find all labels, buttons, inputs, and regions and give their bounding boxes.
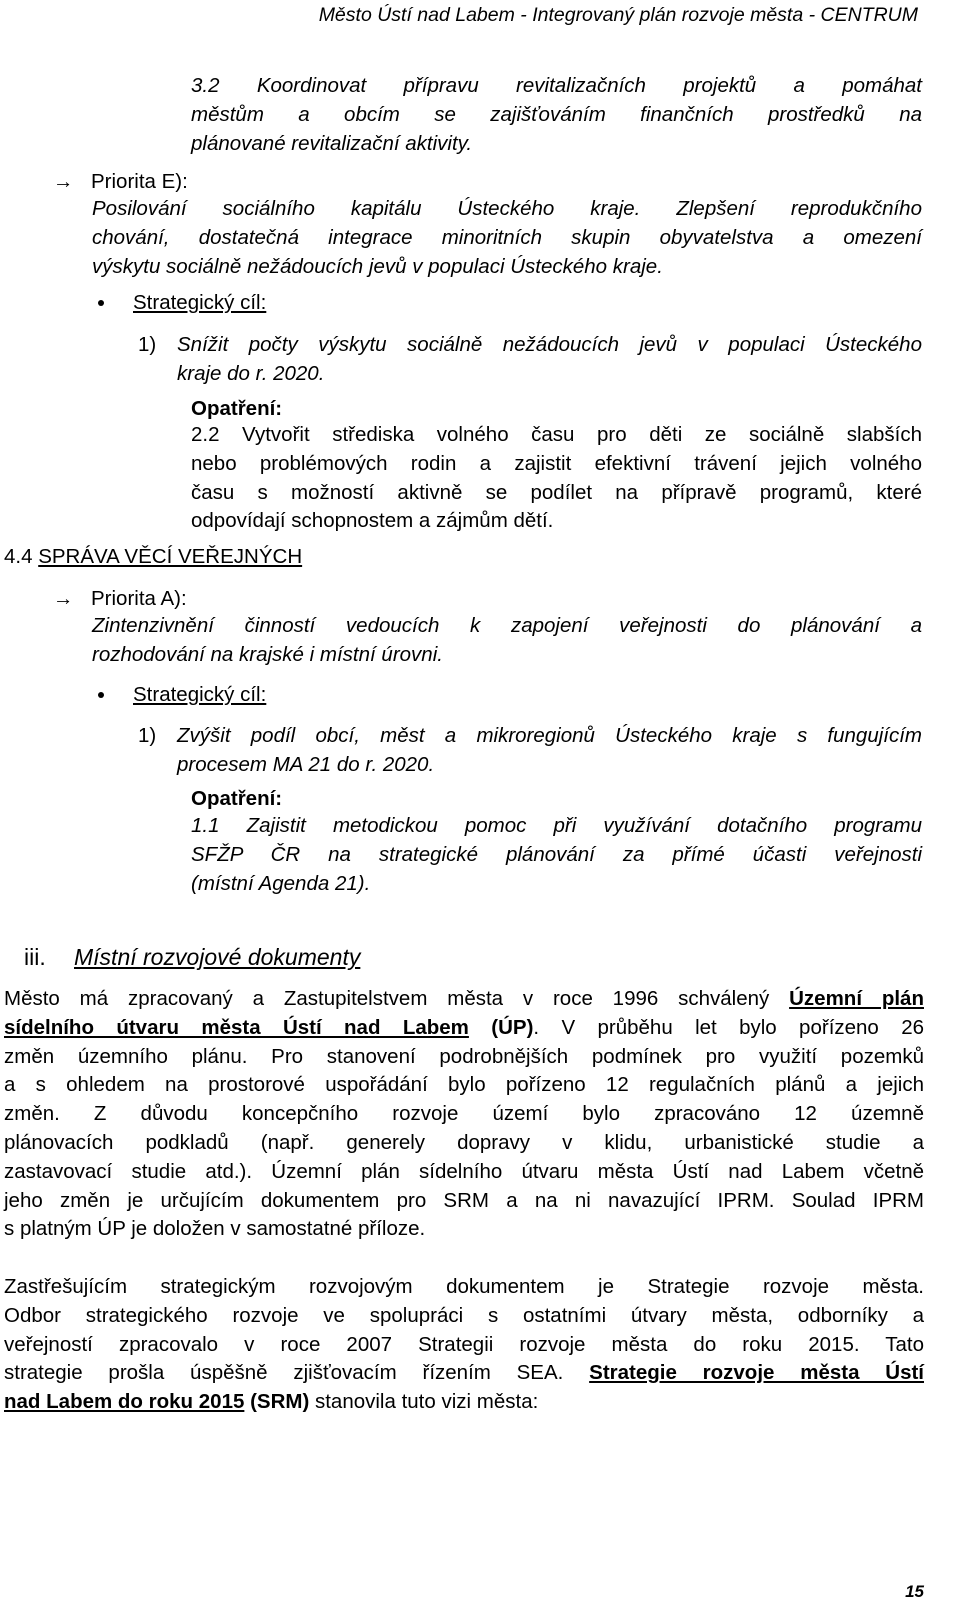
text-line: městům a obcím se zajišťováním finančních prostředků na: [191, 102, 922, 126]
bullet-icon: [98, 692, 104, 698]
text-line: sídelního útvaru města Ústí nad Labem (ÚP). V průběhu let bylo pořízeno 26: [4, 1015, 924, 1039]
text-line: rozhodování na krajské i místní úrovni.: [92, 642, 443, 666]
arrow-right-icon: →: [53, 587, 74, 610]
text-line: nad Labem do roku 2015 (SRM) stanovila tuto vizi města:: [4, 1390, 539, 1414]
text-line: kraje do r. 2020.: [177, 361, 325, 385]
text-line: změn územního plánu. Pro stanovení podrobnějších podmínek pro využití pozemků: [4, 1044, 924, 1068]
goal-number: 1): [138, 724, 157, 747]
text-line: SFŽP ČR na strategické plánování za přímé účasti veřejnosti: [191, 842, 922, 866]
text-line: zastavovací studie atd.). Územní plán sídelního útvaru města Ústí nad Labem včetně: [4, 1159, 924, 1183]
measure-2-2: [191, 421, 922, 536]
section-heading-4-4: 4.4 SPRÁVA VĚCÍ VEŘEJNÝCH: [4, 545, 303, 568]
paragraph-strategie: [4, 1273, 924, 1417]
text-line: (místní Agenda 21).: [191, 871, 371, 895]
section-heading-iii: iii. Místní rozvojové dokumenty: [24, 944, 361, 970]
text-line: odpovídají schopnostem a zájmům dětí.: [191, 509, 554, 533]
priority-a-label: → Priorita A):: [53, 585, 187, 613]
priority-a-description: [92, 612, 922, 670]
page-number: 15: [905, 1582, 924, 1601]
text-line: plánovacích podkladů (např. generely dopravy v klidu, urbanistické studie a: [4, 1130, 924, 1154]
text-line: času s možností aktivně se podílet na přípravě programů, které: [191, 480, 922, 504]
priority-e-description: [92, 195, 922, 281]
priority-e-label: → Priorita E):: [53, 168, 188, 196]
bullet-icon: [98, 300, 104, 306]
text-line: 1.1 Zajistit metodickou pomoc při využívání dotačního programu: [191, 814, 922, 837]
text-line: 2.2 Vytvořit střediska volného času pro děti ze sociálně slabších: [191, 423, 922, 446]
measures-heading: Opatření:: [191, 787, 283, 810]
strategic-goal-label: Strategický cíl:: [133, 291, 267, 314]
text-line: Snížit počty výskytu sociálně nežádoucích jevů v populaci Ústeckého: [177, 333, 922, 356]
text-line: plánované revitalizační aktivity.: [191, 131, 473, 155]
strategic-goal-label: Strategický cíl:: [133, 683, 267, 706]
text-line: Město má zpracovaný a Zastupitelstvem města v roce 1996 schválený Územní plán: [4, 987, 924, 1010]
text-line: Zastřešujícím strategickým rozvojovým dokumentem je Strategie rozvoje města.: [4, 1275, 924, 1298]
text-line: Zvýšit podíl obcí, měst a mikroregionů Ústeckého kraje s fungujícím: [177, 724, 922, 747]
page-header: Město Ústí nad Labem - Integrovaný plán rozvoje města - CENTRUM: [318, 4, 918, 26]
text-line: Zintenzivnění činností vedoucích k zapojení veřejnosti do plánování a: [92, 614, 922, 637]
text-line: Posilování sociálního kapitálu Ústeckého kraje. Zlepšení reprodukčního: [92, 197, 922, 220]
text-line: a s ohledem na prostorové uspořádání bylo pořízeno 12 regulačních plánů a jejich: [4, 1073, 924, 1097]
goal-a-text: [177, 722, 922, 780]
measures-heading: Opatření:: [191, 397, 283, 420]
text-line: veřejností zpracovalo v roce 2007 Strategii rozvoje města do roku 2015. Tato: [4, 1332, 924, 1356]
text-line: nebo problémových rodin a zajistit efektivní trávení jejich volného: [191, 451, 922, 475]
text-line: Odbor strategického rozvoje ve spolupráci s ostatními útvary města, odborníky a: [4, 1303, 924, 1327]
text-line: změn. Z důvodu koncepčního rozvoje území bylo zpracováno 12 územně: [4, 1102, 924, 1126]
arrow-right-icon: →: [53, 170, 74, 193]
paragraph-uzemni-plan: [4, 985, 924, 1244]
measure-3-2: [191, 72, 922, 158]
text-line: procesem MA 21 do r. 2020.: [177, 752, 435, 776]
text-line: výskytu sociálně nežádoucích jevů v populaci Ústeckého kraje.: [92, 254, 663, 278]
goal-e-text: [177, 331, 922, 389]
text-line: strategie prošla úspěšně zjišťovacím řízením SEA. Strategie rozvoje města Ústí: [4, 1361, 924, 1385]
text-line: s platným ÚP je doložen v samostatné příloze.: [4, 1217, 426, 1241]
text-line: 3.2 Koordinovat přípravu revitalizačních projektů a pomáhat: [191, 74, 922, 97]
text-line: chování, dostatečná integrace minoritních skupin obyvatelstva a omezení: [92, 225, 922, 249]
text-line: jeho změn je určujícím dokumentem pro SRM a na ni navazující IPRM. Soulad IPRM: [4, 1188, 924, 1212]
goal-number: 1): [138, 333, 157, 356]
measure-1-1: [191, 812, 922, 898]
